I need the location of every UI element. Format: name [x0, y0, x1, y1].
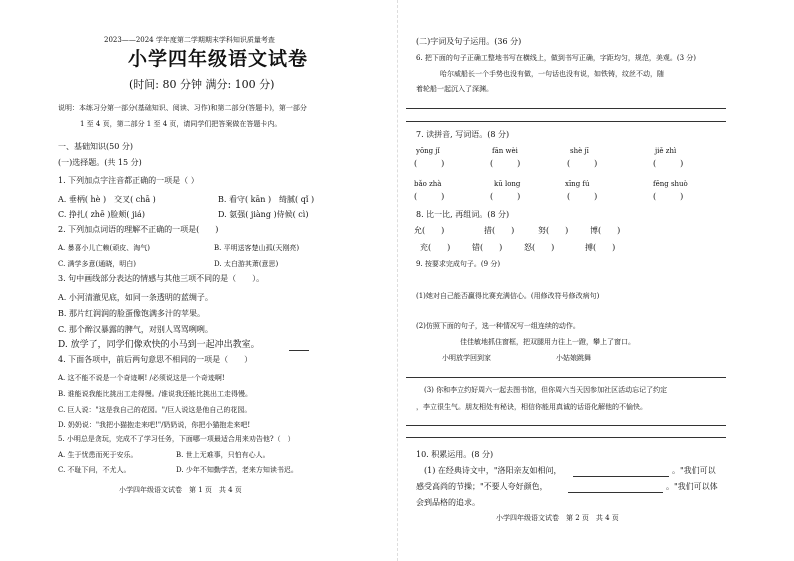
instructions-line-2: 1 至 4 页，第二部分 1 至 4 页，请同学们把答案做在答题卡内。 [80, 120, 282, 128]
q2-option-d: D. 太白游其萧(意思) [214, 260, 279, 268]
q2-option-b: B. 平明送客楚山孤(天刚亮) [214, 244, 300, 252]
answer-box-6[interactable]: ( ) [490, 192, 521, 201]
q1-option-a: A. 垂柄( hè ) 交叉( chā ) [58, 195, 156, 204]
time-and-score: (时间: 80 分钟 满分: 100 分) [129, 78, 275, 91]
compare-8[interactable]: 搏( ) [585, 243, 616, 252]
q4-option-a: A. 这不能不说是一个奇迹啊! /必须说这是一个奇迹啊! [58, 374, 225, 382]
school-year-heading: 2023——2024 学年度第二学期期末学科知识质量考查 [104, 36, 275, 44]
answer-box-7[interactable]: ( ) [567, 192, 598, 201]
q4-option-d: D. 奶奶说："我把小猫抱走来吧!"/奶奶说，你把小猫抱走来吧! [58, 421, 251, 429]
pinyin-7: xīng fú [565, 180, 590, 188]
pinyin-5: bǎo zhà [414, 180, 442, 188]
compare-4[interactable]: 博( ) [590, 226, 621, 235]
pinyin-8: fēng shuò [653, 180, 688, 188]
pinyin-1: yōng jǐ [416, 147, 440, 155]
q3-option-d: D. 放学了，同学们像欢快的小马到一起冲出教室。 [58, 340, 260, 350]
question-10: 10. 积累运用。(8 分) [416, 450, 494, 459]
q9-part-2: (2)仿照下面的句子，选一种情况写一组连续的动作。 [416, 322, 580, 330]
answer-box-3[interactable]: ( ) [567, 159, 598, 168]
answer-box-8[interactable]: ( ) [653, 192, 684, 201]
q10-part-1-line-2b: 。"我们可以体 [666, 482, 718, 491]
answer-box-1[interactable]: ( ) [414, 159, 445, 168]
q9-part-2-option-1: 小明放学回到家 [442, 354, 491, 362]
pinyin-4: jiě zhì [655, 147, 677, 155]
q2-option-a: A. 暴喜小儿亡赖(顽皮、淘气) [58, 244, 150, 252]
question-9: 9. 按要求完成句子。(9 分) [416, 260, 501, 268]
question-5: 5. 小明总是贪玩，完成不了学习任务，下面哪一项最适合用来劝告他?（ ） [58, 435, 295, 443]
pinyin-2: fān wèi [492, 147, 518, 155]
q9-part-3-writing-line-1 [406, 425, 726, 426]
exam-title: 小学四年级语文试卷 [128, 48, 309, 70]
answer-box-4[interactable]: ( ) [653, 159, 684, 168]
pinyin-3: shè jī [570, 147, 589, 155]
q10-blank-1[interactable] [573, 476, 669, 477]
question-1: 1. 下列加点字注音都正确的一项是（ ） [58, 176, 199, 185]
pinyin-6: kū long [494, 180, 521, 188]
q9-part-2-example: 佳佳敏地抓住窗框，把双腿用力往上一蹬，攀上了窗口。 [460, 338, 635, 346]
section2-heading: (二)字词及句子运用。(36 分) [416, 37, 522, 46]
q4-option-c: C. 巨人说："这是我自己的花园。"/巨人说这是他自己的花园。 [58, 406, 252, 414]
question-4: 4. 下面各项中，前后两句意思不相同的一项是（ ） [58, 355, 253, 364]
question-6: 6. 把下面的句子正确工整地书写在横线上，做到书写正确，字距均匀，规范，美观。(3 分) [416, 54, 697, 62]
q9-part-3-line-2: ，李立很生气。朋友相处有秘诀，相信你能用真诚的话语化解他的不愉快。 [416, 403, 647, 411]
compare-5[interactable]: 充( ) [420, 243, 451, 252]
q6-writing-line-2 [406, 121, 726, 122]
q1-option-b: B. 看守( kān ) 绮腻( qǐ ) [218, 195, 315, 204]
q1-option-d: D. 氨强( jiàng )侍候( cì) [218, 210, 309, 219]
q4-option-b: B. 谁能说我能比挑出工走得慢。/谁说我还能比挑出工走得慢。 [58, 390, 252, 398]
q9-part-3-line-1: (3) 你和李立约好周六一起去图书馆，但你周六当天因参加社区活动忘记了约定 [424, 386, 668, 394]
q3-option-a: A. 小河清澈见底，如同一条透明的蓝绸子。 [58, 293, 213, 302]
q6-sentence-line-2: 着轮船一起沉入了深渊。 [416, 85, 493, 93]
question-2: 2. 下列加点词语的理解不正确的一项是( ) [58, 225, 219, 234]
compare-3[interactable]: 努( ) [538, 226, 569, 235]
q10-blank-2[interactable] [568, 492, 663, 493]
question-8: 8. 比一比, 再组词。(8 分) [416, 210, 510, 219]
q3-option-c: C. 那个醉汉暴露的脾气，对别人骂骂咧咧。 [58, 325, 213, 334]
q6-writing-line-1 [406, 108, 726, 109]
q10-part-1-line-1a: (1) 在经典诗文中，"洛阳亲友如相问， [424, 466, 562, 475]
left-page-footer: 小学四年级语文试卷 第 1 页 共 4 页 [119, 486, 242, 494]
q10-part-1-line-3: 会到品格的追求。 [416, 498, 480, 507]
q9-part-2-writing-line [406, 377, 726, 378]
instructions-line-1: 说明：本练习分第一部分(基础知识、阅读、习作)和第二部分(答题卡)，第一部分 [58, 104, 307, 112]
right-page-footer: 小学四年级语文试卷 第 2 页 共 4 页 [496, 514, 619, 522]
q9-part-2-option-2: 小姑娘跳舞 [556, 354, 591, 362]
answer-box-5[interactable]: ( ) [414, 192, 445, 201]
section1-heading: (一)选择题。(共 15 分) [58, 158, 142, 167]
q5-option-a: A. 生于忧患而死于安乐。 [58, 451, 138, 459]
q5-option-c: C. 不耻下问，不尤人。 [58, 466, 131, 474]
q3-option-b: B. 那片红润润的脸蛋像饱满多汁的苹果。 [58, 309, 205, 318]
q5-option-d: D. 少年不知勤学苦，老来方知读书迟。 [176, 466, 298, 474]
answer-box-2[interactable]: ( ) [490, 159, 521, 168]
page-divider [397, 0, 398, 561]
q2-option-c: C. 满学多意(通晓，明白) [58, 260, 137, 268]
q10-part-1-line-1b: 。"我们可以 [672, 466, 716, 475]
compare-7[interactable]: 怒( ) [524, 243, 555, 252]
q3-answer-blank [289, 350, 309, 351]
compare-2[interactable]: 措( ) [484, 226, 515, 235]
q9-part-3-writing-line-2 [406, 437, 726, 438]
q1-option-c: C. 挣扎( zhē )脸颊( jiá) [58, 210, 145, 219]
q5-option-b: B. 世上无难事，只怕有心人。 [176, 451, 270, 459]
q9-part-1: (1)她对自己能否赢得比赛充满信心。(用修改符号修改病句) [416, 292, 600, 300]
compare-1[interactable]: 允( ) [414, 226, 445, 235]
q10-part-1-line-2a: 感受高尚的节操；"不要人夸好颜色， [416, 482, 548, 491]
question-3: 3. 句中画线部分表达的情感与其他三项不同的是（ ）。 [58, 274, 265, 283]
q6-sentence-line-1: 哈尔威船长一个手势也没有做，一句话也没有说，如铁铸，纹丝不动，随 [440, 70, 664, 78]
part1-heading: 一、基础知识(50 分) [58, 142, 133, 151]
compare-6[interactable]: 错( ) [472, 243, 503, 252]
question-7: 7. 读拼音, 写词语。(8 分) [416, 130, 510, 139]
